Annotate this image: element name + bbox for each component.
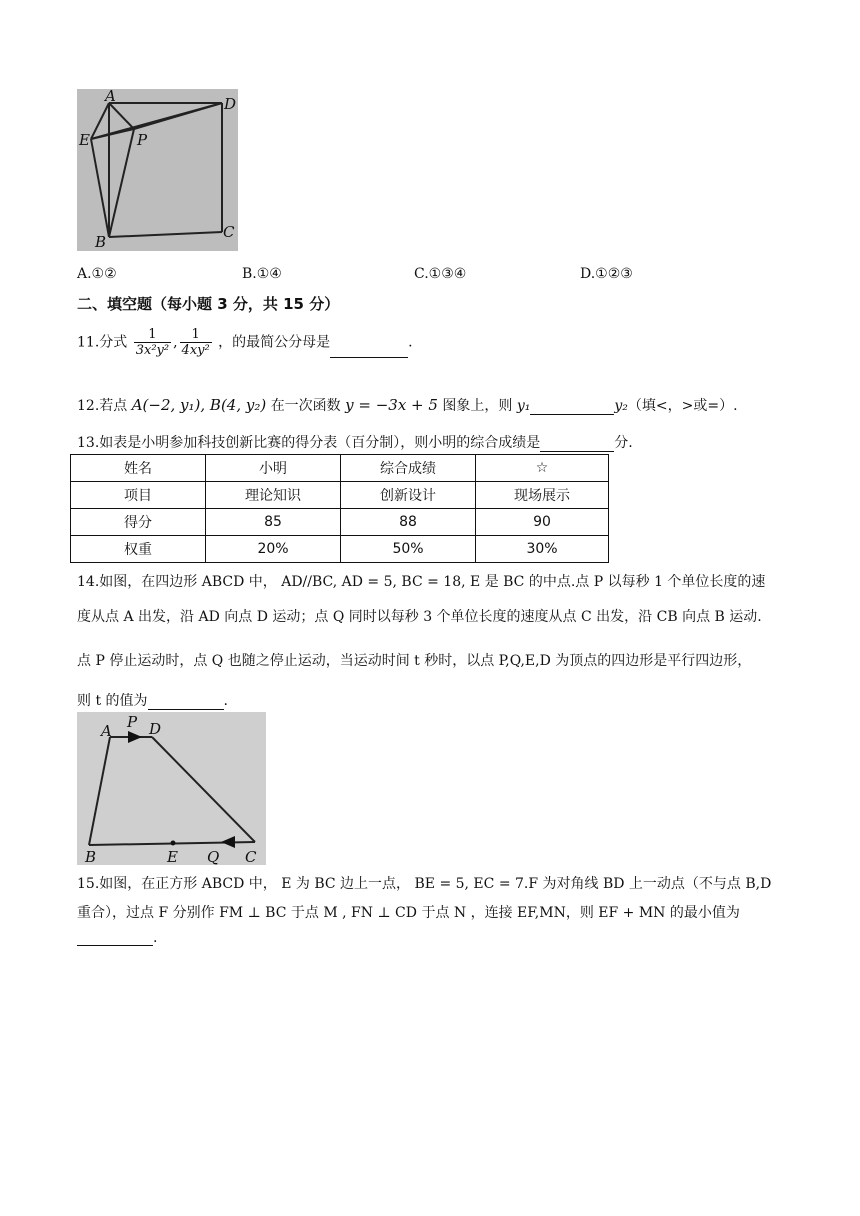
table-cell: 综合成绩	[341, 455, 476, 482]
q11-f1-num: 1	[134, 327, 171, 343]
question-13	[77, 432, 633, 452]
q12-suffix: （填<，>或=）.	[627, 398, 738, 414]
q12-y1: y₁	[516, 398, 531, 414]
figure-square-abcd-svg	[77, 89, 238, 251]
question-14-line-3: 点 P 停止运动时，点 Q 也随之停止运动，当运动时间 t 秒时，以点 P,Q,E,D 为顶点的四边形是平行四边形，	[77, 653, 752, 669]
table-cell: ☆	[476, 455, 609, 482]
q11-end: .	[408, 334, 413, 351]
fig1-label-c: C	[223, 223, 235, 241]
q12-mid2: 图象上，则	[442, 398, 513, 414]
table-cell: 现场展示	[476, 482, 609, 509]
fig2-label-b: B	[85, 848, 97, 865]
fig1-label-b: B	[95, 233, 107, 251]
q14-answer-blank	[148, 709, 224, 710]
section-title: 二、填空题（每小题 3 分，共 15 分）	[77, 295, 340, 313]
table-cell: 20%	[206, 536, 341, 563]
fig2-label-e: E	[167, 848, 178, 865]
question-12	[77, 395, 738, 415]
q11-f2-num: 1	[180, 327, 212, 343]
option-c: C.①③④	[414, 266, 467, 282]
q11-fraction-1	[134, 327, 171, 358]
fig2-label-d: D	[149, 720, 162, 738]
q14-line-4-text: 则 t 的值为	[77, 693, 148, 709]
q11-suffix: ，的最简公分母是	[218, 334, 331, 351]
q14-end: .	[223, 693, 228, 709]
table-cell: 理论知识	[206, 482, 341, 509]
q12-prefix: 12.若点	[77, 398, 128, 414]
table-cell: 创新设计	[341, 482, 476, 509]
fig1-label-p: P	[137, 131, 148, 149]
table-cell: 姓名	[71, 455, 206, 482]
question-15-line-2: 重合），过点 F 分别作 FM ⊥ BC 于点 M , FN ⊥ CD 于点 N ，连接 EF,MN，则 EF + MN 的最小值为	[77, 905, 740, 921]
figure-square-abcd	[77, 89, 238, 251]
q11-f1-den: 3x²y²	[135, 343, 170, 358]
question-14-line-4	[77, 690, 228, 710]
q11-sep: ,	[173, 334, 178, 351]
q12-points: A(−2, y₁), B(4, y₂)	[131, 396, 267, 414]
q13-text: 13.如表是小明参加科技创新比赛的得分表（百分制），则小明的综合成绩是	[77, 435, 541, 451]
question-15-line-3	[77, 930, 157, 946]
table-row	[71, 455, 609, 482]
q11-answer-blank	[330, 357, 408, 358]
table-row	[71, 482, 609, 509]
fig1-label-d: D	[224, 95, 237, 113]
q13-unit: 分.	[614, 435, 633, 451]
fig2-label-c: C	[245, 848, 257, 865]
q11-f2-den: 4xy²	[181, 343, 210, 358]
table-cell: 88	[341, 509, 476, 536]
table-cell: 90	[476, 509, 609, 536]
figure-trapezoid-abcd	[77, 712, 266, 865]
table-cell: 项目	[71, 482, 206, 509]
q13-answer-blank	[540, 451, 614, 452]
question-14-line-2: 度从点 A 出发，沿 AD 向点 D 运动；点 Q 同时以每秒 3 个单位长度的速度从点 C 出发，沿 CB 向点 B 运动.	[77, 609, 762, 625]
q12-function: y = −3x + 5	[345, 396, 438, 414]
fig2-label-a: A	[101, 722, 112, 740]
table-cell: 得分	[71, 509, 206, 536]
option-b: B.①④	[242, 266, 282, 282]
q15-answer-blank	[77, 945, 153, 946]
question-11	[77, 327, 413, 358]
point-e	[171, 841, 176, 846]
q15-end: .	[153, 930, 158, 946]
p-arrow-icon	[128, 731, 142, 743]
fig2-label-q: Q	[207, 848, 220, 865]
figure-trapezoid-abcd-svg	[77, 712, 266, 865]
fig1-label-a: A	[105, 89, 116, 105]
option-d: D.①②③	[580, 266, 633, 282]
table-row	[71, 536, 609, 563]
option-a: A.①②	[77, 266, 117, 282]
q11-fraction-2	[180, 327, 212, 358]
question-15-line-1: 15.如图，在正方形 ABCD 中， E 为 BC 边上一点， BE = 5, EC = 7.F 为对角线 BD 上一动点（不与点 B,D	[77, 876, 772, 892]
table-cell: 50%	[341, 536, 476, 563]
fig2-label-p: P	[127, 713, 138, 731]
q12-y2: y₂	[614, 398, 628, 414]
score-table	[70, 454, 609, 563]
q-arrow-icon	[221, 836, 235, 848]
q12-answer-blank	[530, 414, 614, 415]
table-cell: 30%	[476, 536, 609, 563]
fig1-label-e: E	[79, 131, 90, 149]
q11-prefix: 11.分式	[77, 334, 128, 351]
table-cell: 小明	[206, 455, 341, 482]
table-row	[71, 509, 609, 536]
table-cell: 85	[206, 509, 341, 536]
question-14-line-1: 14.如图，在四边形 ABCD 中， AD//BC, AD = 5, BC = 18, E 是 BC 的中点.点 P 以每秒 1 个单位长度的速	[77, 574, 766, 590]
table-cell: 权重	[71, 536, 206, 563]
q12-mid: 在一次函数	[270, 398, 341, 414]
